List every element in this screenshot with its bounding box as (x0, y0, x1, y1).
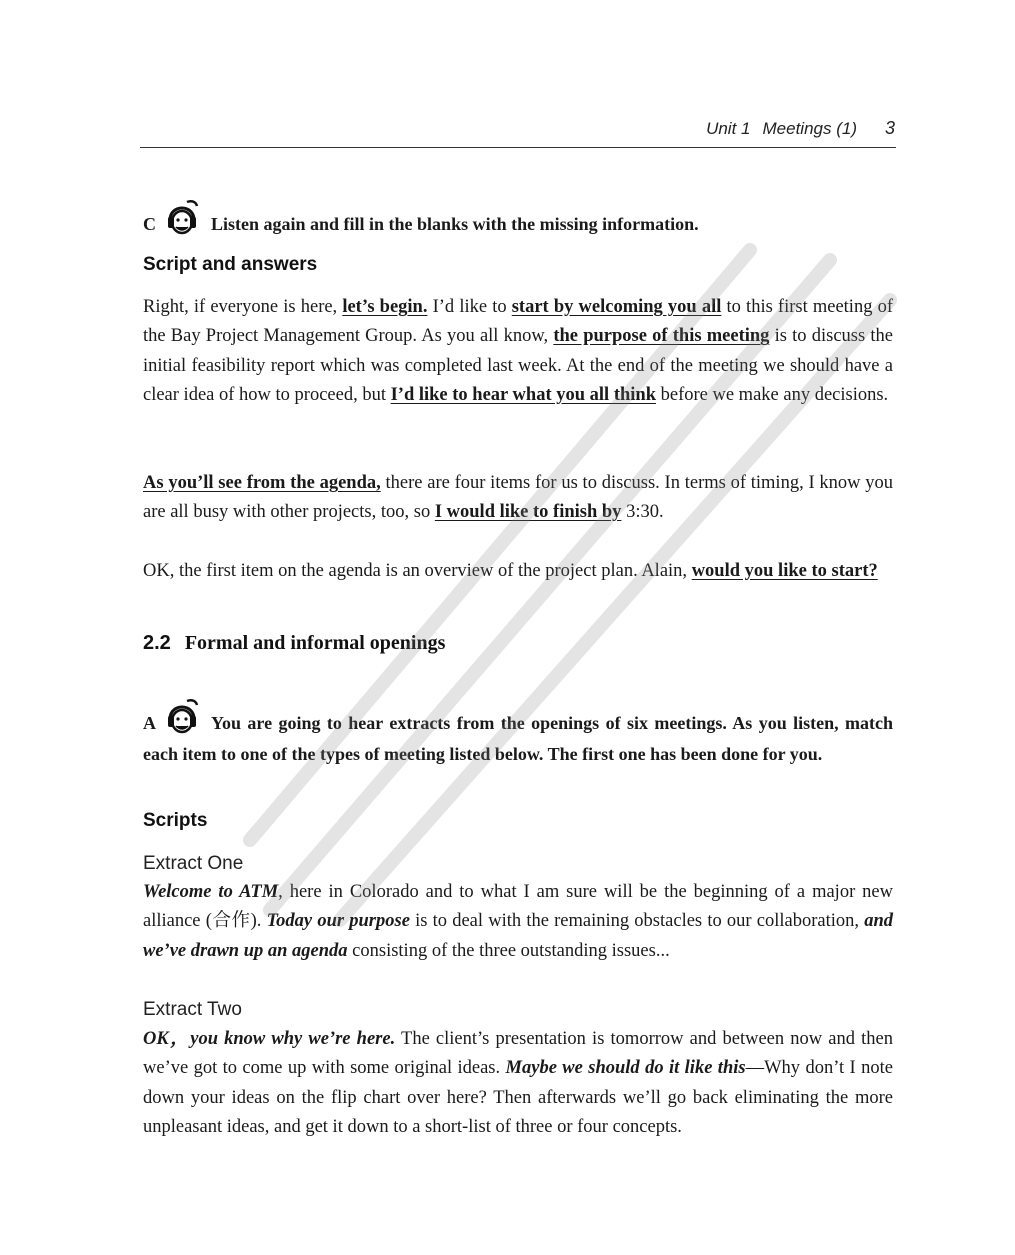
script-text: is to discuss the initial feasibility report which was completed last week. At the end of the meeting we should have a clear idea of how to proceed, but (143, 326, 893, 405)
script-text: Right, if everyone is here, (143, 297, 343, 317)
running-header (140, 118, 895, 139)
answer-text: I’d like to hear what you all think (390, 384, 656, 405)
emphasis-text: OK，you know why we’re here. (143, 1029, 396, 1049)
headphones-icon (165, 697, 199, 735)
extract-one-label: Extract One (143, 853, 244, 874)
emphasis-text: Today our purpose (266, 911, 410, 932)
script-text: there are four items for us to discuss. In terms of timing, I know you are all busy with other projects, too, so (143, 473, 893, 523)
script-paragraph-3 (143, 557, 893, 586)
script-text: —Why don’t I note down your ideas on the flip chart over here? Then afterwards we’ll go back eliminating the more unpleasant ideas, and get it down to a short-list of three or four concepts. (143, 1058, 893, 1137)
script-text: before we make any decisions. (655, 384, 889, 405)
script-text: 3:30. (621, 502, 664, 523)
script-text: to this first meeting of the Bay Project Management Group. As you all know, (143, 297, 893, 347)
answer-text: I would like to finish by (434, 502, 622, 523)
emphasis-text: Welcome to ATM (143, 882, 279, 902)
script-and-answers-heading: Script and answers (143, 254, 318, 275)
emphasis-text: Maybe we should do it like this (505, 1058, 746, 1079)
emphasis-text: and we’ve drawn up an agenda (143, 911, 893, 961)
unit-label: Unit 1 (706, 119, 751, 138)
instruction-text: You are going to hear extracts from the openings of six meetings. As you listen, match each item to one of the types of meeting listed below. The first one has been done for you. (143, 713, 893, 764)
answer-text: the purpose of this meeting (553, 326, 770, 347)
section-c-instruction (143, 198, 893, 240)
section-a-instruction (143, 697, 893, 770)
answer-text: As you’ll see from the agenda, (143, 473, 381, 493)
page-number: 3 (884, 118, 895, 138)
script-paragraph-1 (143, 293, 893, 410)
headphones-icon (165, 198, 199, 236)
chapter-title: Meetings (1) (762, 119, 857, 138)
section-title (143, 632, 445, 655)
scripts-heading: Scripts (143, 810, 208, 831)
script-paragraph-2 (143, 469, 893, 528)
answer-text: start by welcoming you all (511, 297, 722, 317)
section-letter: A (143, 713, 156, 733)
answer-text: would you like to start? (691, 561, 878, 581)
extract-two-text (143, 1025, 893, 1142)
script-text: The client’s presentation is tomorrow and between now and then we’ve got to come up with some original ideas. (143, 1029, 893, 1079)
answer-text: let’s begin. (342, 297, 428, 317)
section-heading: Formal and informal openings (184, 632, 446, 654)
section-number: 2.2 (143, 632, 171, 654)
extract-two-label: Extract Two (143, 999, 242, 1020)
header-rule (140, 147, 896, 148)
script-text: is to deal with the remaining obstacles to our collaboration, (409, 911, 865, 932)
section-letter: C (143, 214, 156, 234)
instruction-text: Listen again and fill in the blanks with the missing information. (211, 214, 699, 234)
extract-one-text (143, 878, 893, 966)
script-text: OK, the first item on the agenda is an overview of the project plan. Alain, (143, 561, 692, 581)
script-text: I’d like to (427, 297, 512, 317)
script-text: consisting of the three outstanding issues... (347, 940, 670, 961)
script-text: , here in Colorado and to what I am sure will be the beginning of a major new alliance (合作). (143, 882, 893, 932)
